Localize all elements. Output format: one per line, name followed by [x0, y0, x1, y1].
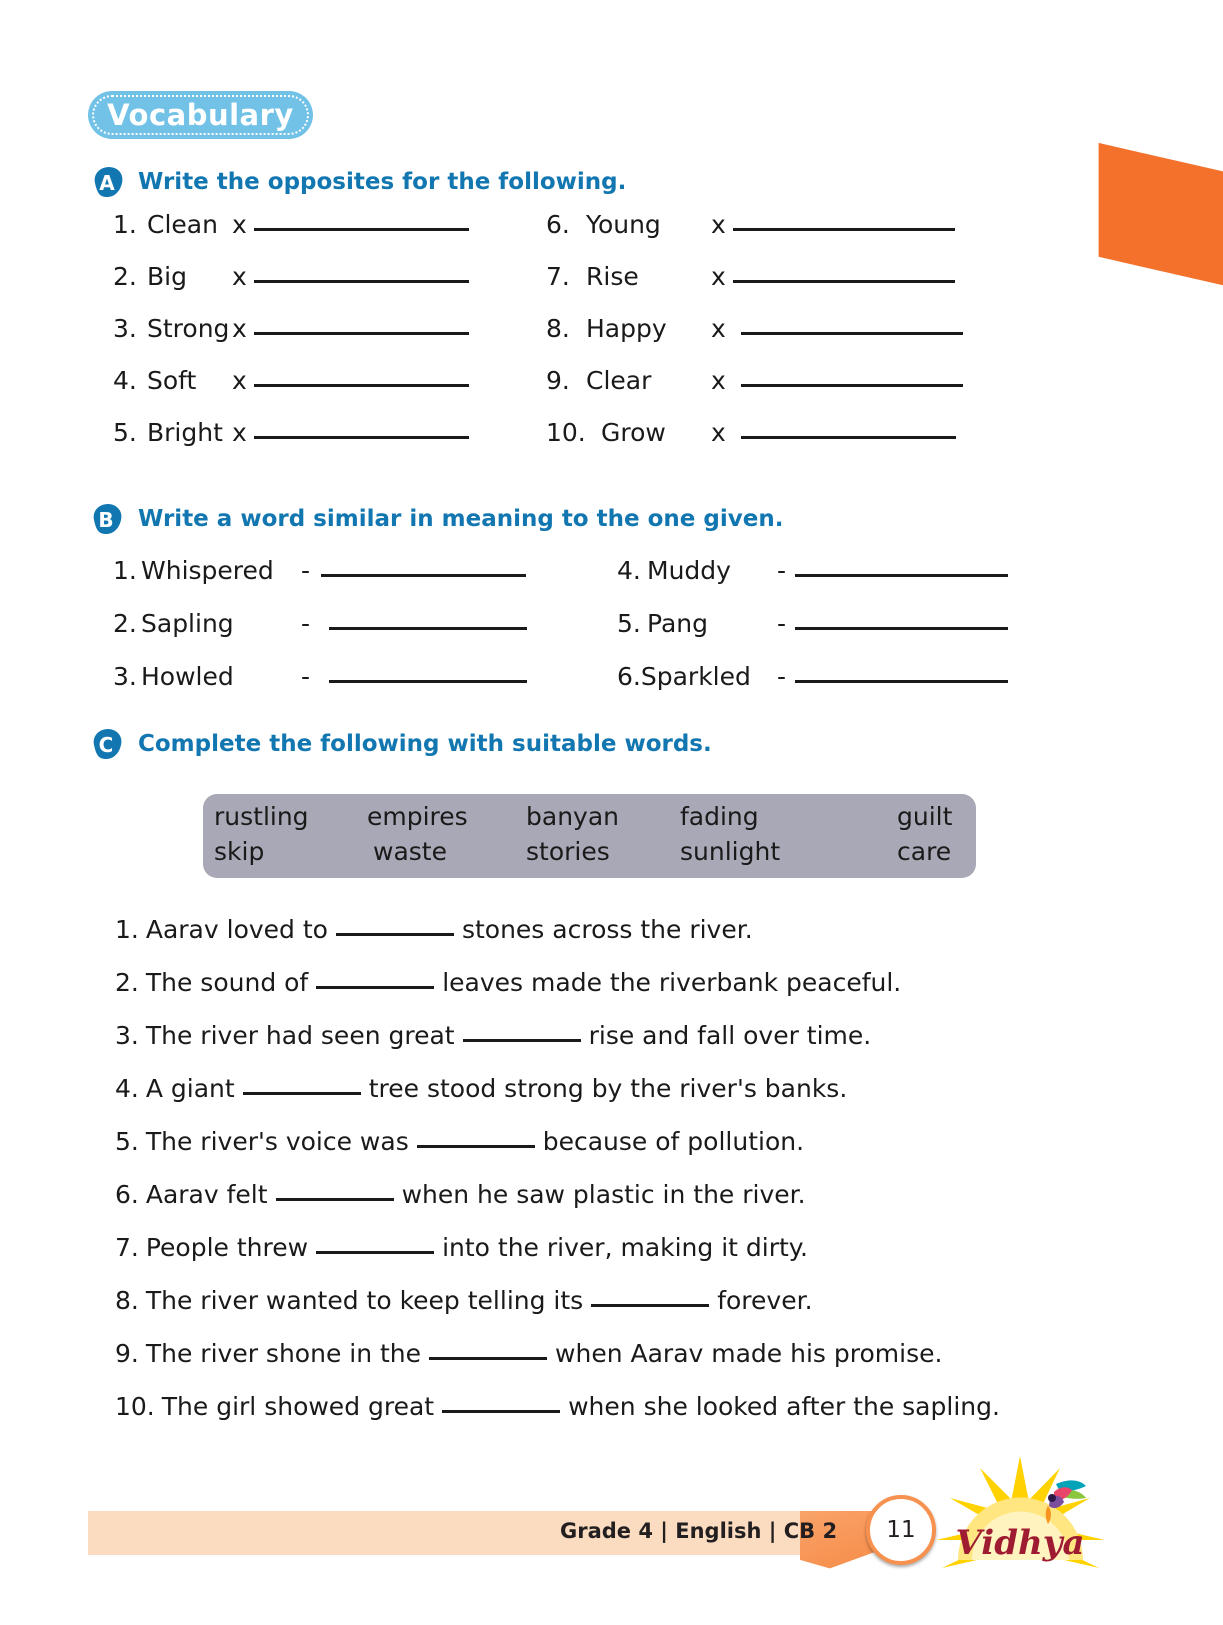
- section-b-title: Write a word similar in meaning to the one given.: [138, 506, 784, 532]
- sentence-after: when she looked after the sapling.: [568, 1392, 1000, 1421]
- sentence-after: forever.: [717, 1286, 813, 1315]
- list-item: [546, 262, 955, 291]
- page-number: 11: [886, 1517, 916, 1543]
- list-item: [115, 1074, 847, 1103]
- sentence-before: People threw: [145, 1233, 309, 1262]
- item-word: Whispered: [141, 556, 274, 585]
- section-a-badge-icon: [88, 163, 126, 201]
- section-b-heading: [88, 500, 783, 538]
- item-separator: x: [711, 210, 726, 239]
- item-separator: x: [232, 418, 247, 447]
- item-number: 6.: [115, 1180, 139, 1209]
- sentence-after: because of pollution.: [542, 1127, 805, 1156]
- section-b-badge-icon: [88, 500, 126, 538]
- item-number: 3.: [115, 1021, 139, 1050]
- item-word: Strong: [147, 314, 230, 343]
- sentence-after: when Aarav made his promise.: [555, 1339, 943, 1368]
- item-separator: -: [301, 609, 311, 638]
- sentence-before: The sound of: [145, 968, 309, 997]
- item-number: 10.: [546, 418, 586, 447]
- sentence-before: The girl showed great: [161, 1392, 435, 1421]
- page-number-badge: [866, 1495, 936, 1565]
- item-number: 9.: [115, 1339, 139, 1368]
- list-item: [115, 1021, 871, 1050]
- answer-blank[interactable]: [591, 1304, 709, 1307]
- answer-blank[interactable]: [741, 436, 956, 439]
- item-word: Pang: [647, 609, 708, 638]
- item-word: Sapling: [141, 609, 234, 638]
- item-number: 1.: [115, 915, 139, 944]
- sentence-after: into the river, making it dirty.: [442, 1233, 808, 1262]
- sentence-after: when he saw plastic in the river.: [401, 1180, 806, 1209]
- item-separator: x: [232, 366, 247, 395]
- item-word: Soft: [147, 366, 197, 395]
- word-bank-word: rustling: [214, 802, 309, 831]
- section-a-title: Write the opposites for the following.: [138, 169, 627, 195]
- list-item: [113, 210, 469, 239]
- item-separator: x: [232, 314, 247, 343]
- item-number: 1.: [113, 556, 137, 585]
- word-bank-word: sunlight: [680, 837, 781, 866]
- item-separator: x: [232, 210, 247, 239]
- answer-blank[interactable]: [795, 627, 1008, 630]
- section-c-heading: [88, 725, 712, 763]
- answer-blank[interactable]: [254, 228, 469, 231]
- word-bank-word: empires: [367, 802, 468, 831]
- item-word: Clean: [147, 210, 218, 239]
- list-item: [113, 314, 469, 343]
- item-number: 5.: [113, 418, 137, 447]
- item-separator: x: [711, 262, 726, 291]
- answer-blank[interactable]: [329, 627, 527, 630]
- item-word: Grow: [601, 418, 666, 447]
- answer-blank[interactable]: [417, 1145, 535, 1148]
- answer-blank[interactable]: [276, 1198, 394, 1201]
- item-separator: x: [711, 366, 726, 395]
- word-bank-word: fading: [680, 802, 759, 831]
- item-word: Rise: [586, 262, 639, 291]
- item-word: Young: [586, 210, 661, 239]
- list-item: [115, 1392, 1000, 1421]
- item-word: Happy: [586, 314, 667, 343]
- list-item: [115, 1127, 804, 1156]
- item-number: 7.: [115, 1233, 139, 1262]
- item-word: Clear: [586, 366, 652, 395]
- answer-blank[interactable]: [741, 332, 963, 335]
- answer-blank[interactable]: [329, 680, 527, 683]
- item-number: 7.: [546, 262, 570, 291]
- item-number: 4.: [617, 556, 641, 585]
- list-item: [617, 609, 1008, 638]
- item-number: 1.: [113, 210, 137, 239]
- vocabulary-header-pill: [88, 91, 313, 139]
- svg-text:B: B: [98, 508, 114, 532]
- item-number: 5.: [617, 609, 641, 638]
- sentence-after: leaves made the riverbank peaceful.: [442, 968, 902, 997]
- item-number: 10.: [115, 1392, 155, 1421]
- list-item: [115, 1233, 808, 1262]
- sentence-before: The river's voice was: [145, 1127, 409, 1156]
- list-item: [113, 662, 527, 691]
- item-word: Big: [147, 262, 187, 291]
- answer-blank[interactable]: [429, 1357, 547, 1360]
- list-item: [113, 609, 527, 638]
- item-separator: -: [301, 556, 311, 585]
- item-separator: x: [711, 418, 726, 447]
- list-item: [546, 418, 956, 447]
- item-number: 6.Sparkled: [617, 662, 751, 691]
- list-item: [115, 968, 901, 997]
- word-bank-word: skip: [214, 837, 265, 866]
- word-bank-word: guilt: [897, 802, 953, 831]
- answer-blank[interactable]: [795, 680, 1008, 683]
- word-bank-word: banyan: [526, 802, 619, 831]
- answer-blank[interactable]: [316, 986, 434, 989]
- item-separator: x: [711, 314, 726, 343]
- list-item: [113, 262, 469, 291]
- item-separator: -: [777, 556, 787, 585]
- svg-text:A: A: [99, 171, 115, 195]
- word-bank-box: [203, 794, 976, 878]
- list-item: [113, 418, 469, 447]
- item-number: 6.: [546, 210, 570, 239]
- list-item: [546, 366, 963, 395]
- item-number: 9.: [546, 366, 570, 395]
- answer-blank[interactable]: [741, 384, 963, 387]
- list-item: [113, 366, 469, 395]
- item-number: 5.: [115, 1127, 139, 1156]
- answer-blank[interactable]: [463, 1039, 581, 1042]
- answer-blank[interactable]: [254, 280, 469, 283]
- vocabulary-header-label: Vocabulary: [107, 98, 294, 132]
- answer-blank[interactable]: [442, 1410, 560, 1413]
- footer-credit: Grade 4 | English | CB 2: [560, 1519, 838, 1543]
- sentence-before: The river shone in the: [145, 1339, 422, 1368]
- answer-blank[interactable]: [733, 280, 955, 283]
- item-separator: -: [301, 662, 311, 691]
- list-item: [546, 314, 963, 343]
- item-separator: x: [232, 262, 247, 291]
- list-item: [113, 556, 526, 585]
- item-number: 2.: [113, 609, 137, 638]
- item-number: 8.: [546, 314, 570, 343]
- sentence-before: A giant: [145, 1074, 235, 1103]
- sentence-before: Aarav felt: [145, 1180, 268, 1209]
- sentence-before: The river had seen great: [145, 1021, 455, 1050]
- list-item: [115, 1286, 813, 1315]
- list-item: [115, 1180, 806, 1209]
- sentence-after: rise and fall over time.: [588, 1021, 872, 1050]
- answer-blank[interactable]: [243, 1092, 361, 1095]
- item-separator: -: [777, 609, 787, 638]
- orange-corner-decoration: [1096, 140, 1223, 286]
- answer-blank[interactable]: [254, 384, 469, 387]
- item-separator: -: [777, 662, 787, 691]
- list-item: [115, 915, 753, 944]
- item-number: 3.: [113, 662, 137, 691]
- answer-blank[interactable]: [254, 436, 469, 439]
- list-item: [546, 210, 955, 239]
- word-bank-word: waste: [373, 837, 447, 866]
- item-number: 4.: [113, 366, 137, 395]
- list-item: [617, 662, 1008, 691]
- word-bank-word: care: [897, 837, 952, 866]
- section-a-heading: [88, 163, 626, 201]
- answer-blank[interactable]: [733, 228, 955, 231]
- list-item: [115, 1339, 942, 1368]
- item-number: 2.: [115, 968, 139, 997]
- word-bank-word: stories: [526, 837, 610, 866]
- sentence-after: stones across the river.: [461, 915, 753, 944]
- answer-blank[interactable]: [254, 332, 469, 335]
- item-number: 2.: [113, 262, 137, 291]
- section-c-badge-icon: [88, 725, 126, 763]
- list-item: [617, 556, 1008, 585]
- sentence-before: Aarav loved to: [145, 915, 328, 944]
- item-word: Howled: [141, 662, 234, 691]
- item-word: Bright: [147, 418, 223, 447]
- logo-wordmark: Vidhya: [955, 1523, 1085, 1563]
- sentence-after: tree stood strong by the river's banks.: [368, 1074, 848, 1103]
- item-number: 3.: [113, 314, 137, 343]
- answer-blank[interactable]: [321, 574, 526, 577]
- item-word: Muddy: [647, 556, 731, 585]
- item-number: 4.: [115, 1074, 139, 1103]
- answer-blank[interactable]: [795, 574, 1008, 577]
- svg-text:C: C: [98, 733, 114, 757]
- answer-blank[interactable]: [316, 1251, 434, 1254]
- sentence-before: The river wanted to keep telling its: [145, 1286, 584, 1315]
- item-number: 8.: [115, 1286, 139, 1315]
- section-c-title: Complete the following with suitable words.: [138, 731, 712, 757]
- answer-blank[interactable]: [336, 933, 454, 936]
- vidhya-logo: [928, 1448, 1113, 1608]
